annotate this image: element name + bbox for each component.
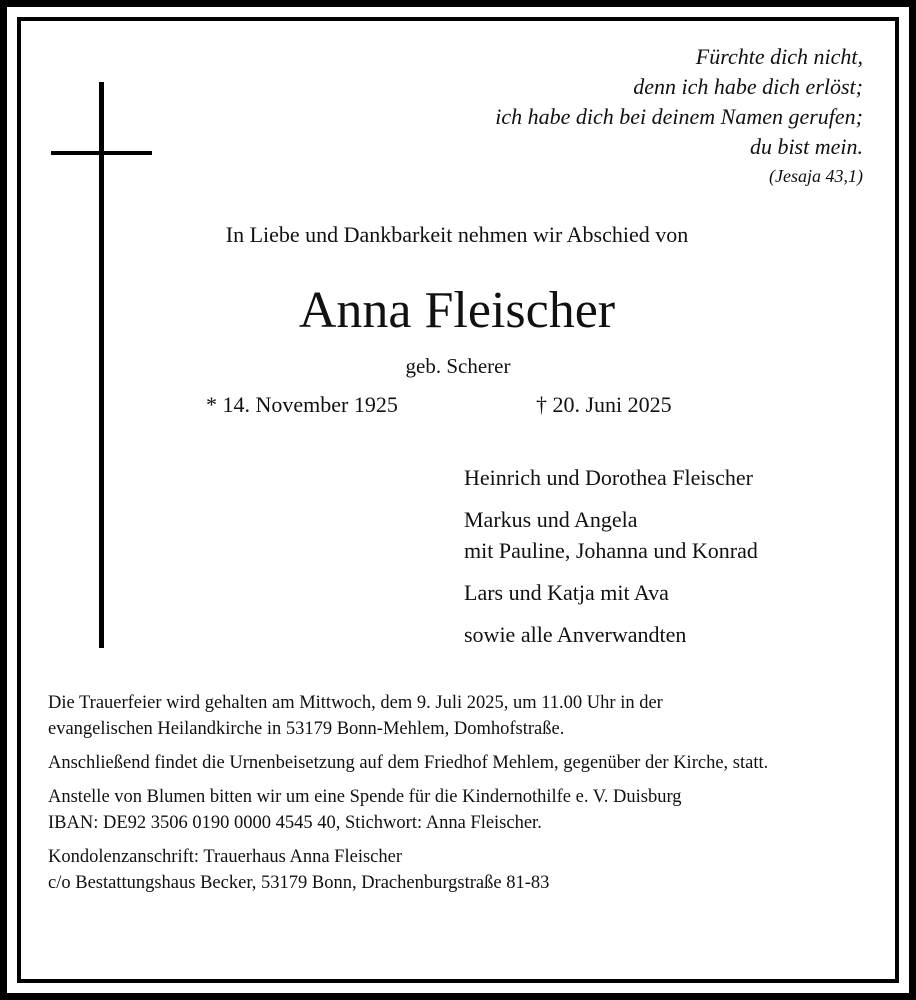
verse-line: du bist mein. xyxy=(749,134,863,159)
birth-date: * 14. November 1925 xyxy=(206,392,398,417)
service-details: Die Trauerfeier wird gehalten am Mittwoch, dem 9. Juli 2025, um 11.00 Uhr in der evangelischen Heilandkirche in 53179 Bonn-Mehlem, Domhofstraße. xyxy=(48,693,663,739)
maiden-name: geb. Scherer xyxy=(405,354,511,378)
mourners-list xyxy=(464,462,758,661)
condolence-address: Kondolenzanschrift: Trauerhaus Anna Fleischer c/o Bestattungshaus Becker, 53179 Bonn, Drachenburgstraße 81-83 xyxy=(48,847,550,893)
mourner: Heinrich und Dorothea Fleischer xyxy=(464,465,753,490)
verse-reference: (Jesaja 43,1) xyxy=(769,166,863,186)
mourner: Markus und Angela mit Pauline, Johanna und Konrad xyxy=(464,507,758,563)
mourner: sowie alle Anverwandten xyxy=(464,622,687,647)
death-date: † 20. Juni 2025 xyxy=(536,392,672,417)
deceased-name: Anna Fleischer xyxy=(298,282,616,339)
mourner: Lars und Katja mit Ava xyxy=(464,580,669,605)
bible-verse xyxy=(495,42,863,190)
intro-text: In Liebe und Dankbarkeit nehmen wir Abschied von xyxy=(225,222,689,247)
verse-line: denn ich habe dich erlöst; xyxy=(633,74,863,99)
verse-line: Fürchte dich nicht, xyxy=(695,44,863,69)
cross-icon-horizontal xyxy=(51,151,152,155)
verse-line: ich habe dich bei deinem Namen gerufen; xyxy=(495,104,863,129)
service-info xyxy=(48,690,854,904)
donation-details: Anstelle von Blumen bitten wir um eine Spende für die Kindernothilfe e. V. Duisburg IBAN: DE92 3506 0190 0000 4545 40, Stichwort: Anna Fleischer. xyxy=(48,787,682,833)
burial-details: Anschließend findet die Urnenbeisetzung auf dem Friedhof Mehlem, gegenüber der Kirche, statt. xyxy=(48,753,769,773)
